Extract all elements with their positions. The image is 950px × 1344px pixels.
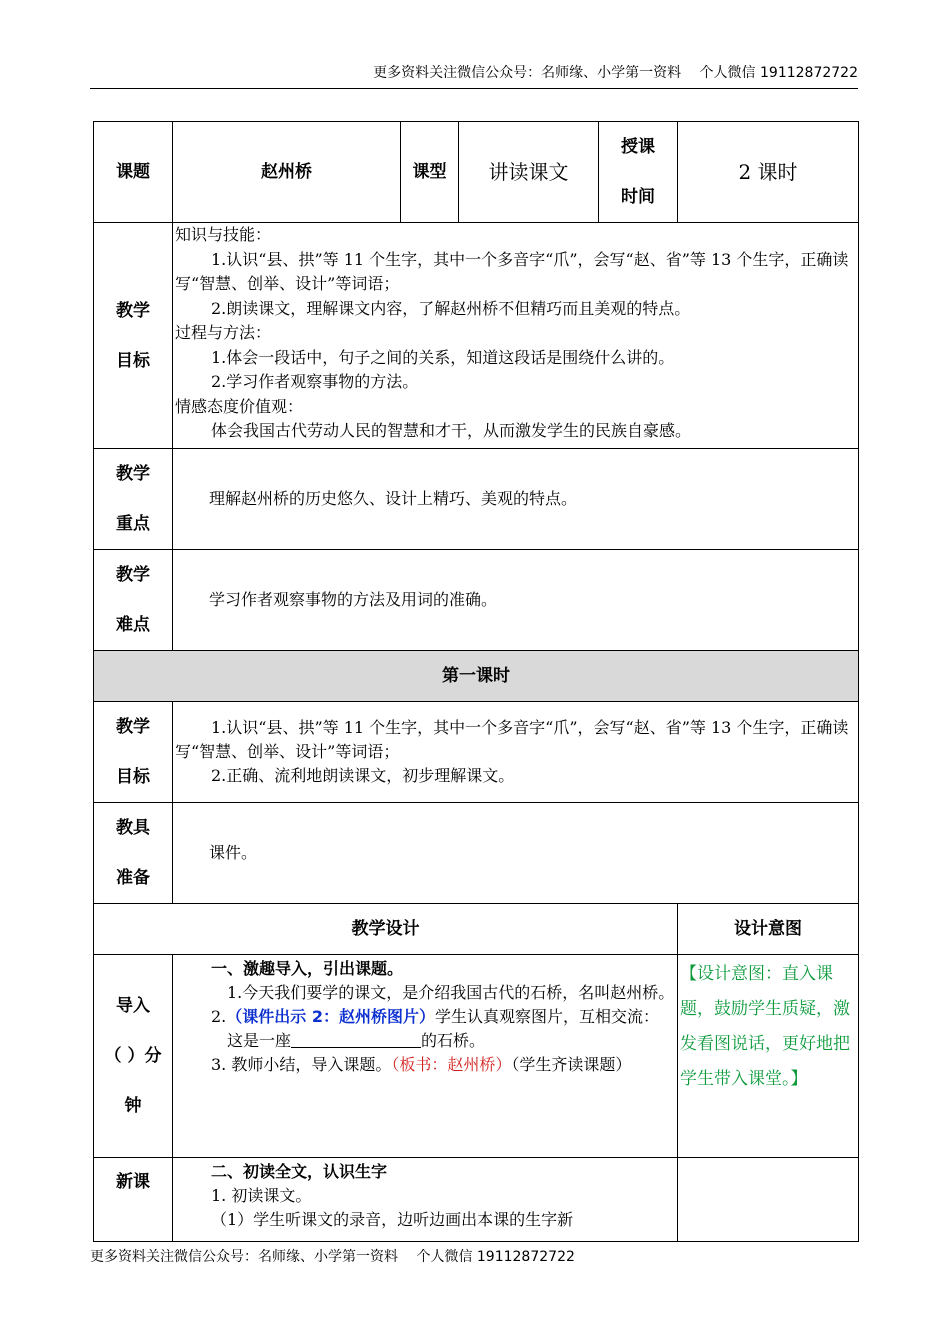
new-lesson-row (94, 1158, 859, 1242)
intro-label (94, 955, 173, 1158)
type-value: 讲读课文 (459, 122, 599, 223)
lesson1-title-row (94, 651, 859, 702)
time-label-2: 时间 (621, 187, 655, 207)
intro-label-2: （ ）分 (104, 1046, 162, 1066)
new-lesson-content (173, 1158, 678, 1242)
courseware-note: （课件出示 2：赵州桥图片） (226, 1007, 435, 1026)
lesson1-goals-row (94, 702, 859, 803)
goals-line: 情感态度价值观： (175, 396, 304, 416)
goals-content (173, 223, 859, 449)
intro-fill-pre: 这是一座 (227, 1031, 292, 1050)
lesson1-tools-label-2: 准备 (116, 868, 150, 888)
goals-line: 2.学习作者观察事物的方法。 (211, 372, 419, 391)
goals-label-1: 教学 (116, 300, 150, 321)
difficulties-label-2: 难点 (116, 615, 150, 635)
design-intent: 【设计意图：直入课题，鼓励学生质疑，激发看图说话，更好地把学生带入课堂。】 (678, 955, 859, 1158)
lesson1-goals-label-2: 目标 (116, 767, 150, 787)
intro-step-2-num: 2. (211, 1007, 227, 1026)
key-points-label-2: 重点 (116, 514, 150, 534)
time-value: 2 课时 (678, 122, 859, 223)
design-header-left: 教学设计 (94, 904, 678, 955)
topic-value: 赵州桥 (173, 122, 401, 223)
lesson1-goals-label (94, 702, 173, 803)
new-lesson-step-1: 1. 初读课文。 (211, 1186, 312, 1205)
lesson1-goals-content (173, 702, 859, 803)
new-lesson-step-1-1: （1）学生听课文的录音，边听边画出本课的生字新 (211, 1210, 574, 1229)
header-rule (90, 88, 858, 89)
lesson1-title: 第一课时 (94, 651, 859, 702)
difficulties-label (94, 550, 173, 651)
goals-line: 2.朗读课文，理解课文内容，了解赵州桥不但精巧而且美观的特点。 (211, 298, 691, 318)
intro-label-1: 导入 (116, 996, 150, 1016)
intro-step-3-post: （学生齐读课题） (511, 1055, 632, 1074)
key-points-label (94, 449, 173, 550)
board-note: （板书：赵州桥） (391, 1055, 512, 1074)
intro-title: 一、激趣导入，引出课题。 (211, 959, 404, 978)
goals-line: 过程与方法： (175, 323, 272, 342)
difficulties-label-1: 教学 (116, 565, 150, 585)
goals-line: 1.认识“县、拱”等 11 个生字，其中一个多音字“爪”，会写“赵、省”等 13 个生字，正确读写“智慧、创举、设计”等词语； (175, 249, 849, 293)
intro-label-3: 钟 (124, 1096, 142, 1116)
intro-step-2 (175, 1005, 675, 1029)
goals-line: 1.体会一段话中，句子之间的关系，知道这段话是围绕什么讲的。 (211, 347, 675, 367)
key-points-row (94, 449, 859, 550)
new-lesson-title: 二、初读全文，认识生字 (211, 1162, 388, 1181)
lesson1-tools-label-1: 教具 (116, 818, 150, 838)
lesson1-tools-label (94, 803, 173, 904)
intro-step-1: 1.今天我们要学的课文，是介绍我国古代的石桥，名叫赵州桥。 (227, 983, 675, 1002)
lesson1-goal: 2.正确、流利地朗读课文，初步理解课文。 (211, 766, 515, 785)
type-label: 课型 (401, 122, 459, 223)
goals-line: 体会我国古代劳动人民的智慧和才干，从而激发学生的民族自豪感。 (211, 421, 692, 440)
intro-step-2-rest: 学生认真观察图片，互相交流： (434, 1007, 659, 1026)
key-points-label-1: 教学 (116, 464, 150, 484)
intro-fill-line (175, 1029, 675, 1053)
key-points-text: 理解赵州桥的历史悠久、设计上精巧、美观的特点。 (173, 449, 859, 550)
time-label (599, 122, 678, 223)
goals-row (94, 223, 859, 449)
intro-step-3-pre: 3. 教师小结，导入课题。 (211, 1055, 392, 1074)
topic-label: 课题 (94, 122, 173, 223)
intro-row (94, 955, 859, 1158)
intro-step-3 (175, 1053, 675, 1077)
lesson1-goal: 1.认识“县、拱”等 11 个生字，其中一个多音字“爪”，会写“赵、省”等 13 个生字，正确读写“智慧、创举、设计”等词语； (175, 718, 849, 761)
topic-row (94, 122, 859, 223)
new-lesson-intent (678, 1158, 859, 1242)
page-header: 更多资料关注微信公众号：名师缘、小学第一资料 个人微信 19112872722 (373, 65, 858, 81)
design-header-right: 设计意图 (678, 904, 859, 955)
lesson1-goals-label-1: 教学 (116, 717, 150, 737)
design-header-row (94, 904, 859, 955)
new-lesson-label: 新课 (94, 1158, 173, 1242)
difficulties-row (94, 550, 859, 651)
intro-fill-post: 的石桥。 (421, 1031, 486, 1050)
intro-content (173, 955, 678, 1158)
lesson-plan-table (93, 121, 859, 1242)
lesson1-tools: 课件。 (173, 803, 859, 904)
fill-blank (291, 1029, 421, 1048)
goals-label (94, 223, 173, 449)
time-label-1: 授课 (621, 137, 655, 157)
goals-line: 知识与技能： (175, 225, 272, 244)
lesson1-tools-row (94, 803, 859, 904)
goals-label-2: 目标 (116, 350, 150, 371)
page-footer: 更多资料关注微信公众号：名师缘、小学第一资料 个人微信 19112872722 (90, 1249, 575, 1265)
difficulties-text: 学习作者观察事物的方法及用词的准确。 (173, 550, 859, 651)
